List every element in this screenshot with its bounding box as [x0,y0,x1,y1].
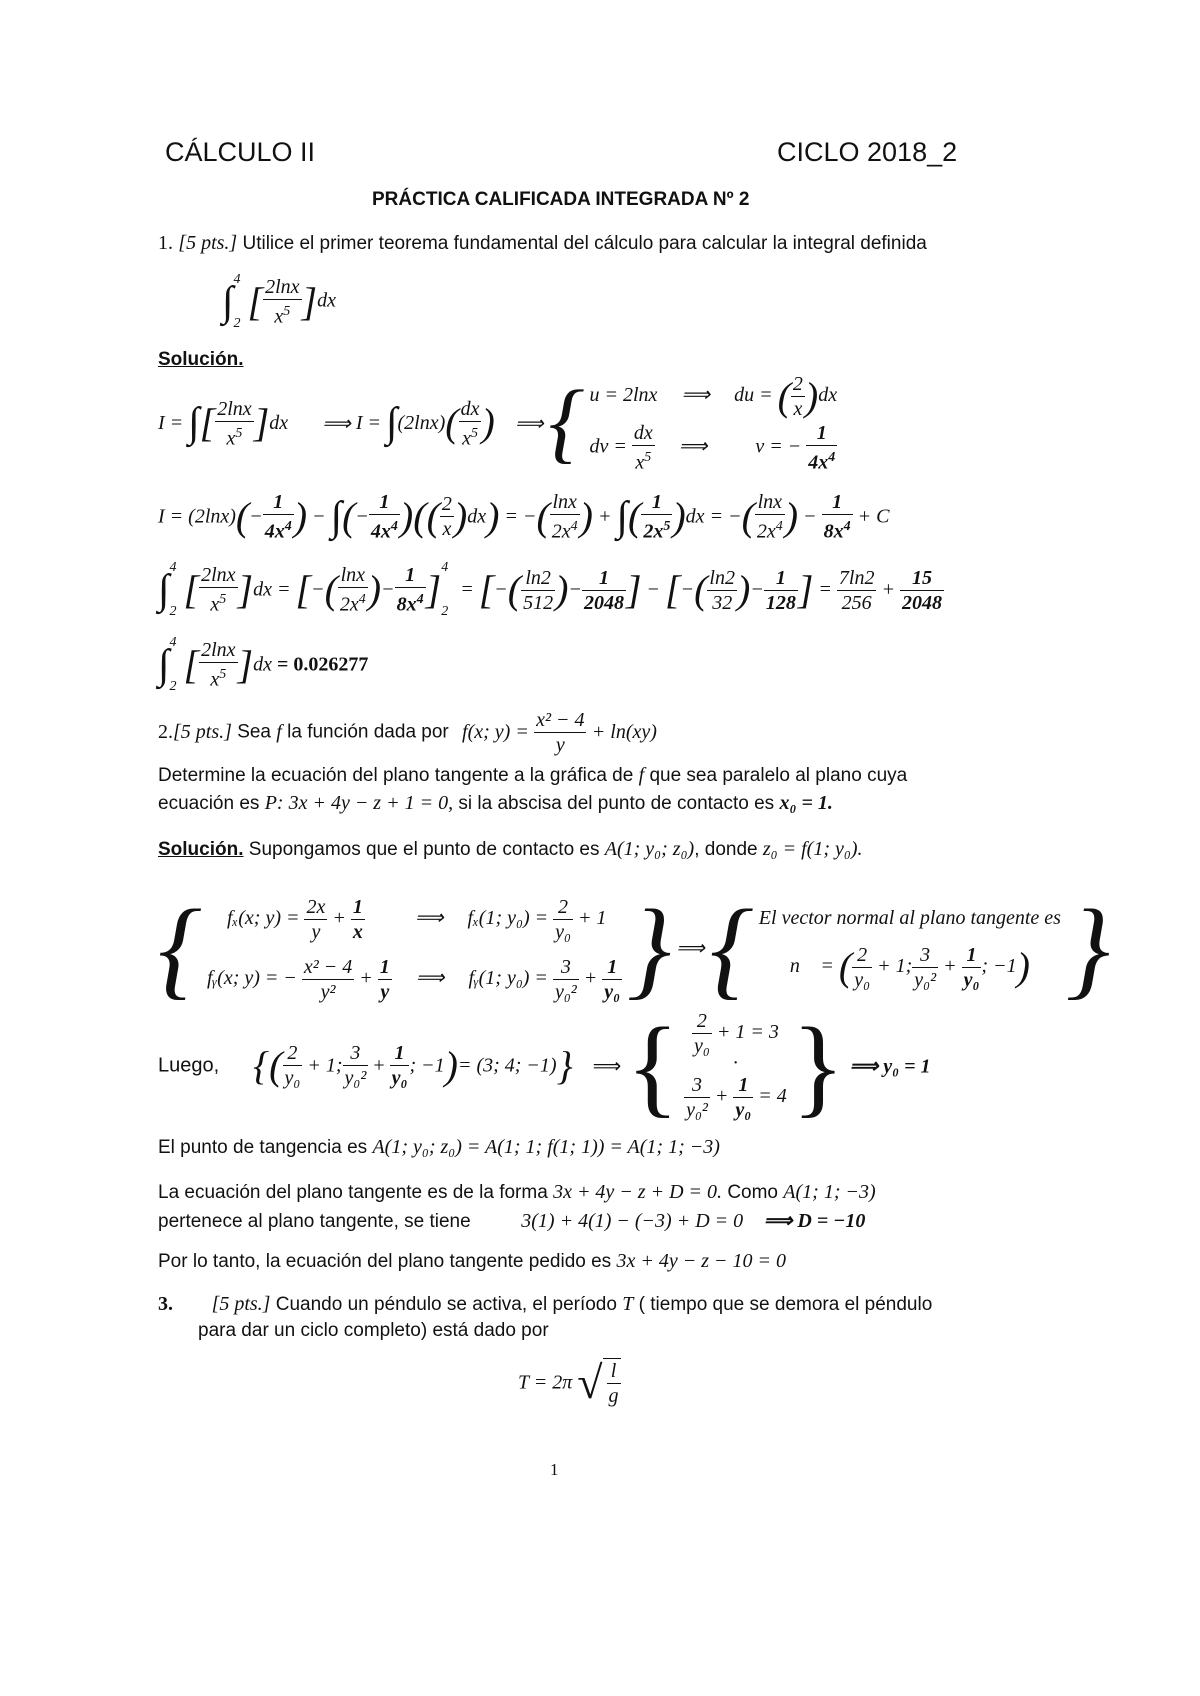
minus: − [522,505,537,528]
dx: dx [269,411,289,434]
minus: − [728,505,742,528]
frac-den: 512 [523,591,554,614]
implies-arrow: ⟹ [415,967,445,989]
fy-lhs: fᵧ(x; y) = − [207,967,297,989]
final-text: Por lo tanto, la ecuación del plano tangente pedido es [158,1251,612,1272]
implies-arrow: ⟹ [676,937,705,960]
equals: = [504,505,518,528]
frac-num: 2 [441,493,452,516]
frac-num: 2lnx [201,639,236,662]
como-text: Como [727,1182,778,1203]
plane-equation: P: 3x + 4y − z + 1 = 0, [264,792,454,814]
component-tail: + 1; [877,955,913,977]
constant-c: + C [857,505,890,528]
frac-exp: 4 [775,519,783,534]
minus: − [680,578,695,601]
func-numerator: x² − 4 [536,709,585,731]
implies-arrow: ⟹ [322,412,351,435]
tangency-point-line [158,1136,720,1159]
frac-den: y₀ [735,1098,752,1121]
equals: = [709,505,724,528]
frac-num: 1 [395,563,426,588]
q1-sol-line1: I = ∫[ $\frac{2\ln x}{x^5}$ ]dx ⟹ I = ∫(2lnx)( $\frac{dx}{x^5}$ ) ⟹ { u = 2lnx ⟹ du = ( $\frac{2}{x}$ )dx dv = $\frac{dx}{x^5}$ ⟹ v = − $\frac{1}{4x^4}$ [158,373,838,474]
frac-num: lnx [338,563,368,588]
frac-den: x [442,518,452,541]
du-def: du = [734,384,773,407]
frac-num: 1 [369,490,400,515]
upper-limit: 4 [169,560,177,575]
frac-den: y₀ [391,1067,408,1090]
frac-exp: 5 [235,425,243,441]
frac-num: 2 [692,1009,712,1034]
frac-num: x² − 4 [303,955,353,978]
q3-points: [5 pts.] [211,1293,271,1315]
pendulum-formula: T = 2π √ $\frac{l}{g}$ [518,1357,619,1408]
frac-den: x [793,398,803,420]
frac-den: 2x [643,520,664,543]
form-equation: 3x + 4y − z + D = 0. [553,1181,723,1203]
frac-den: y [311,920,321,943]
q3-text2: ( tiempo que se demora el péndulo [638,1294,933,1315]
contact-point: A(1; y₀; z₀) [604,838,695,860]
frac-exp: 5 [470,425,478,441]
q3-number: 3. [158,1293,173,1315]
q3-text1: Cuando un péndulo se activa, el período [275,1294,617,1315]
frac-num: 3 [343,1041,369,1066]
frac-num: 2lnx [217,397,252,420]
tangency-text: El punto de tangencia es [158,1137,368,1158]
component-tail: ; −1 [981,955,1017,977]
frac-num: 1 [962,943,982,968]
frac-num: 3 [553,955,579,980]
frac-den: 2x [551,520,571,543]
partial-derivatives-system: { fₓ(x; y) = $\frac{2x}{y}$ + $\frac{1}{x}$ ⟹ fₓ(1; y₀) = $\frac{2}{\text{y₀}}$ + 1 fᵧ(x; y) = − $\frac{\text{x² − 4}}{\text{y²}}$ + $\frac{1}{y}$ ⟹ fᵧ(1; y₀) = $\frac{3}{\text{y₀²}}$ + $\frac{1}{\text{y₀}}$ } ⟹ { El vector normal al plano tangente es n⃗ = ( $\frac{2}{\text{y₀}}$ + 1; $\frac{3}{\text{y₀²}}$ + $\frac{1}{\text{y₀}}$ ; −1) } [158,887,1110,1009]
func-tail: + ln(xy) [591,721,657,743]
minus: − [750,578,764,601]
q2-line2 [158,764,907,787]
frac-den: g [608,1385,619,1407]
frac-den: y₀² [914,968,937,991]
integrand-numerator: 2lnx [265,276,300,299]
dx: dx [467,505,487,528]
frac-den: y₀ [963,968,980,991]
dx: dx [818,384,838,407]
frac-exp: 5 [663,519,671,534]
dx: dx [685,505,705,528]
x0-value: x₀ = 1. [779,792,833,814]
q1-number: 1. [158,232,173,254]
minus: − [646,578,661,601]
page-number: 1 [550,1460,559,1479]
q2-statement [158,708,657,757]
func-denominator: y [555,734,565,756]
y0-result: ⟹ y₀ = 1 [849,1055,931,1078]
f-symbol: f [276,721,282,743]
form-text: La ecuación del plano tangente es de la forma [158,1182,548,1203]
upper-limit: 4 [169,635,177,650]
integrand-exponent: 5 [283,304,291,320]
q1-text: Utilice el primer teorema fundamental del cálculo para calcular la integral definida [242,233,927,254]
minus: − [381,578,395,601]
lower-limit: 2 [441,604,449,619]
frac-num: 1 [602,955,622,980]
frac-num: 1 [806,421,837,446]
integrand-denominator: x [274,305,284,328]
frac-den: x [462,427,471,450]
minus: − [568,578,582,601]
u-def: u = 2lnx [589,384,658,407]
frac-num: 1 [263,490,294,515]
q2-solution-text: Supongamos que el punto de contacto es [248,839,600,860]
frac-num: 2x [306,895,326,918]
q1-sol-line2: I = (2lnx)(− $\frac{1}{4x^4}$ ) − ∫(− $\frac{1}{4x^4}$ )(( $\frac{2}{x}$ )dx) = −( $\frac{\ln x}{2x^4}$ ) + ∫( $\frac{1}{2x^5}$ )dx = −( $\frac{\ln x}{2x^4}$ ) − $\frac{1}{8x^4}$ + C [158,491,890,543]
d-result: ⟹ D = −10 [763,1210,866,1232]
func-lhs: f(x; y) = [462,721,529,743]
frac-exp: 4 [358,592,366,608]
frac-num: dx [633,422,653,444]
frac-num: ln2 [709,566,735,589]
q2-line3a-text: ecuación es [158,793,260,814]
frac-exp: 5 [644,450,652,465]
system-dot: · [732,1051,738,1074]
frac-den: x [635,451,645,474]
upper-limit: 4 [441,560,449,575]
frac-den: y₀² [686,1098,708,1121]
frac-exp: 4 [570,519,578,534]
dv-def: dv = [589,435,627,458]
formula-lhs: T = 2π [518,1371,573,1394]
frac-num: 3 [912,943,938,968]
exam-subtitle: PRÁCTICA CALIFICADA INTEGRADA Nº 2 [372,189,750,210]
fx1-tail: + 1 [577,907,607,929]
q1-sol-line3: ∫ 4 2 [ $\frac{2\ln x}{x^5}$ ]dx = [−( $\frac{\ln x}{2x^4}$ )− $\frac{1}{8x^4}$ ] 4 2 = [−( $\frac{\ln 2}{512}$ )− $\frac{1}{2048}$ ] − [−( $\frac{\ln 2}{32}$ )− $\frac{1}{128}$ ] = $\frac{7\ln 2}{256}$ + $\frac{15}{2048}$ [158,560,942,619]
frac-den: y₀ [854,968,871,991]
minus: − [312,505,326,528]
belongs-line [158,1208,865,1233]
frac-den: x [352,920,363,943]
frac-den: 256 [841,591,872,614]
by-parts-start: I = (2lnx) [158,505,236,528]
q1-numeric-result: = 0.026277 [277,653,369,676]
tangency-equation: A(1; y₀; z₀) = A(1; 1; f(1; 1)) = A(1; 1; −3) [372,1136,720,1158]
frac-num: 3 [684,1073,710,1098]
q1-result: ∫ 4 2 [ $\frac{2\ln x}{x^5}$ ]dx = 0.026277 [158,635,369,694]
q2-text1: Sea [237,721,271,743]
luego-label: Luego, [158,1054,220,1077]
equals: = [460,578,474,601]
minus: − [803,505,817,528]
lower-limit: 2 [169,679,177,694]
final-equation: 3x + 4y − z − 10 = 0 [616,1250,786,1272]
frac-den: 4x [264,520,285,543]
dx: dx [253,578,272,601]
frac-den: 2048 [583,591,624,614]
frac-num: 1 [733,1073,753,1098]
frac-den: 128 [765,591,796,614]
factor: (2lnx) [397,411,446,434]
frac-num: 1 [582,566,626,591]
frac-num: 2 [553,895,573,920]
plane-form-line [158,1181,876,1204]
integral-sign: ∫ [222,279,234,325]
frac-den: y₀² [554,980,577,1003]
fy1-lhs: fᵧ(1; y₀) = [468,967,548,989]
implies-arrow: ⟹ [681,384,711,407]
q2-line2b-text: que sea paralelo al plano cuya [649,765,908,786]
course-title: CÁLCULO II [165,137,316,167]
minus: − [311,578,325,601]
fx1-lhs: fₓ(1; y₀) = [467,907,549,929]
frac-den: x [210,593,220,616]
frac-num: 1 [352,895,363,918]
f-symbol: f [638,764,645,786]
system-eq2: = 4 [758,1084,787,1107]
como-point: A(1; 1; −3) [783,1181,876,1203]
luego-rhs: = (3; 4; −1) [457,1054,557,1077]
uv-substitution: u = 2lnx ⟹ du = ( $\frac{2}{x}$ )dx dv = $\frac{dx}{x^5}$ ⟹ v = − $\frac{1}{4x^4}$ [589,373,838,474]
plus: + [881,578,895,601]
frac-den: x [226,427,236,450]
upper-limit: 4 [233,272,241,287]
frac-den: 2x [339,593,359,616]
final-plane-line [158,1250,786,1273]
frac-den: x [210,668,220,691]
equals: = [818,578,832,601]
q1-integral: ∫ 4 2 [ $\frac{2\ln x}{x^5}$ ]dx [222,272,336,331]
frac-den: y [380,980,390,1003]
implies-arrow: ⟹ [414,907,444,929]
minus: − [355,505,369,528]
plus: + [598,505,612,528]
lower-limit: 2 [233,316,241,331]
q1-solution-label: Solución. [158,349,244,370]
minus: − [249,505,263,528]
fx-lhs: fₓ(x; y) = [227,907,300,929]
frac-num: 1 [379,955,390,978]
q1-dx: dx [317,289,336,312]
cycle-label: CICLO 2018_2 [777,137,958,167]
frac-num: 2 [283,1041,303,1066]
lower-limit: 2 [169,604,177,619]
i-equals-2: I = [355,411,381,434]
frac-den: y² [320,980,336,1003]
frac-exp: 4 [390,519,398,534]
dx: dx [253,653,272,676]
frac-num: lnx [755,490,785,515]
frac-num: 1 [822,490,853,515]
equals: = [277,578,291,601]
frac-exp: 4 [284,519,292,534]
implies-arrow: ⟹ [514,412,544,435]
q3-line2: para dar un ciclo completo) está dado por [198,1320,549,1341]
luego-system: Luego, {( $\frac{2}{\text{y₀}}$ + 1; $\frac{3}{\text{y₀²}}$ + $\frac{1}{\text{y₀}}$ ; −1)= (3; 4; −1)} ⟹ { $\frac{2}{\text{y₀}}$ + 1 = 3 · $\frac{3}{\text{y₀²}}$ + $\frac{1}{\text{y₀}}$ = 4 } ⟹ y₀ = 1 [158,1004,931,1127]
frac-num: 2lnx [201,564,236,587]
frac-den: 2048 [901,591,942,614]
v-def: v = − [755,435,802,458]
q2-solution-label: Solución. [158,839,244,860]
minus: − [494,578,508,601]
frac-num: 2 [792,373,803,395]
frac-den: 8x [396,593,417,616]
frac-den: 8x [823,520,844,543]
belongs-text: pertenece al plano tangente, se tiene [158,1211,471,1232]
t-symbol: T [622,1293,634,1315]
frac-num: l [607,1359,621,1384]
q1-points: [5 pts.] [178,232,238,254]
frac-num: 15 [900,566,944,591]
q3-statement [158,1293,932,1316]
frac-exp: 5 [219,667,227,683]
frac-num: dx [460,397,480,420]
frac-exp: 4 [828,450,836,465]
frac-den: 2x [756,520,776,543]
frac-num: 2 [852,943,872,968]
where-text: , donde [694,839,758,860]
q2-points: [5 pts.] [173,721,232,743]
q2-line3b-text: si la abscisa del punto de contacto es [458,793,775,814]
frac-num: 7ln2 [838,566,875,589]
q1-statement [158,232,927,255]
frac-num: ln2 [521,566,555,591]
q2-line2-text: Determine la ecuación del plano tangente a la gráfica de [158,765,634,786]
q2-text2: la función dada por [287,721,449,743]
implies-arrow: ⟹ [592,1055,622,1078]
frac-den: 4x [808,451,829,474]
implies-arrow: ⟹ [678,435,708,458]
frac-num: 1 [764,566,798,591]
frac-exp: 5 [219,592,227,608]
frac-den: y₀ [555,920,571,943]
q2-number: 2. [158,721,173,743]
frac-den: y₀² [344,1067,367,1090]
belongs-equation: 3(1) + 4(1) − (−3) + D = 0 [521,1210,744,1232]
frac-den: y₀ [284,1067,301,1090]
i-equals: I = [158,411,184,434]
system-eq1: + 1 = 3 [716,1021,779,1043]
frac-den: 4x [370,520,391,543]
frac-exp: 4 [843,519,851,534]
frac-den: y₀ [694,1034,710,1057]
frac-exp: 4 [416,592,424,608]
q2-line3 [158,792,833,815]
z0-definition: z₀ = f(1; y₀). [762,838,863,860]
frac-den: 32 [712,591,733,614]
frac-num: lnx [550,490,580,515]
component-tail: + 1; [307,1054,343,1077]
frac-num: 1 [641,490,672,515]
frac-den: y₀ [604,980,621,1003]
normal-vector: n⃗ = [789,955,834,977]
normal-vector-text: El vector normal al plano tangente es [758,907,1061,929]
component-tail: ; −1 [409,1054,445,1077]
q2-solution-intro [158,838,863,861]
frac-num: 1 [390,1041,410,1066]
